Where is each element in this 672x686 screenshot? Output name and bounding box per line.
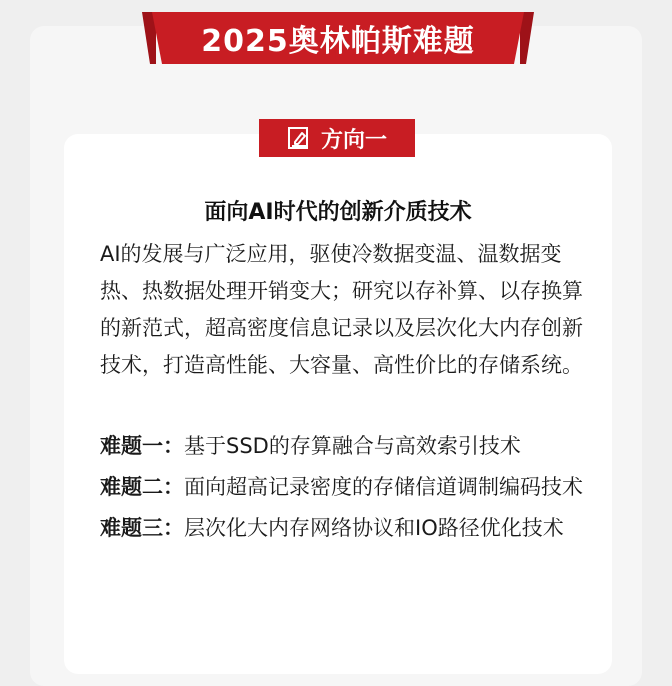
problem-key: 难题三： xyxy=(100,516,184,540)
problem-list xyxy=(100,428,600,551)
problem-item xyxy=(100,510,600,547)
problem-item xyxy=(100,428,600,465)
page-title: 2025奥林帕斯难题 xyxy=(201,24,475,59)
problem-item xyxy=(100,469,600,506)
problem-text: 层次化大内存网络协议和IO路径优化技术 xyxy=(184,516,564,540)
section-heading: 面向AI时代的创新介质技术 xyxy=(204,200,472,225)
section-tag xyxy=(259,119,415,157)
problem-text: 面向超高记录密度的存储信道调制编码技术 xyxy=(184,475,583,499)
section-description: AI的发展与广泛应用，驱使冷数据变温、温数据变热、热数据处理开销变大；研究以存补算、以存换算的新范式，超高密度信息记录以及层次化大内存创新技术，打造高性能、大容量、高性价比的存储系统。 xyxy=(100,242,583,377)
title-banner xyxy=(142,12,534,64)
edit-document-icon xyxy=(287,126,311,150)
section-tag-label: 方向一 xyxy=(320,127,387,153)
problem-key: 难题一： xyxy=(100,434,184,458)
problem-key: 难题二： xyxy=(100,475,184,499)
problem-text: 基于SSD的存算融合与高效索引技术 xyxy=(184,434,521,458)
